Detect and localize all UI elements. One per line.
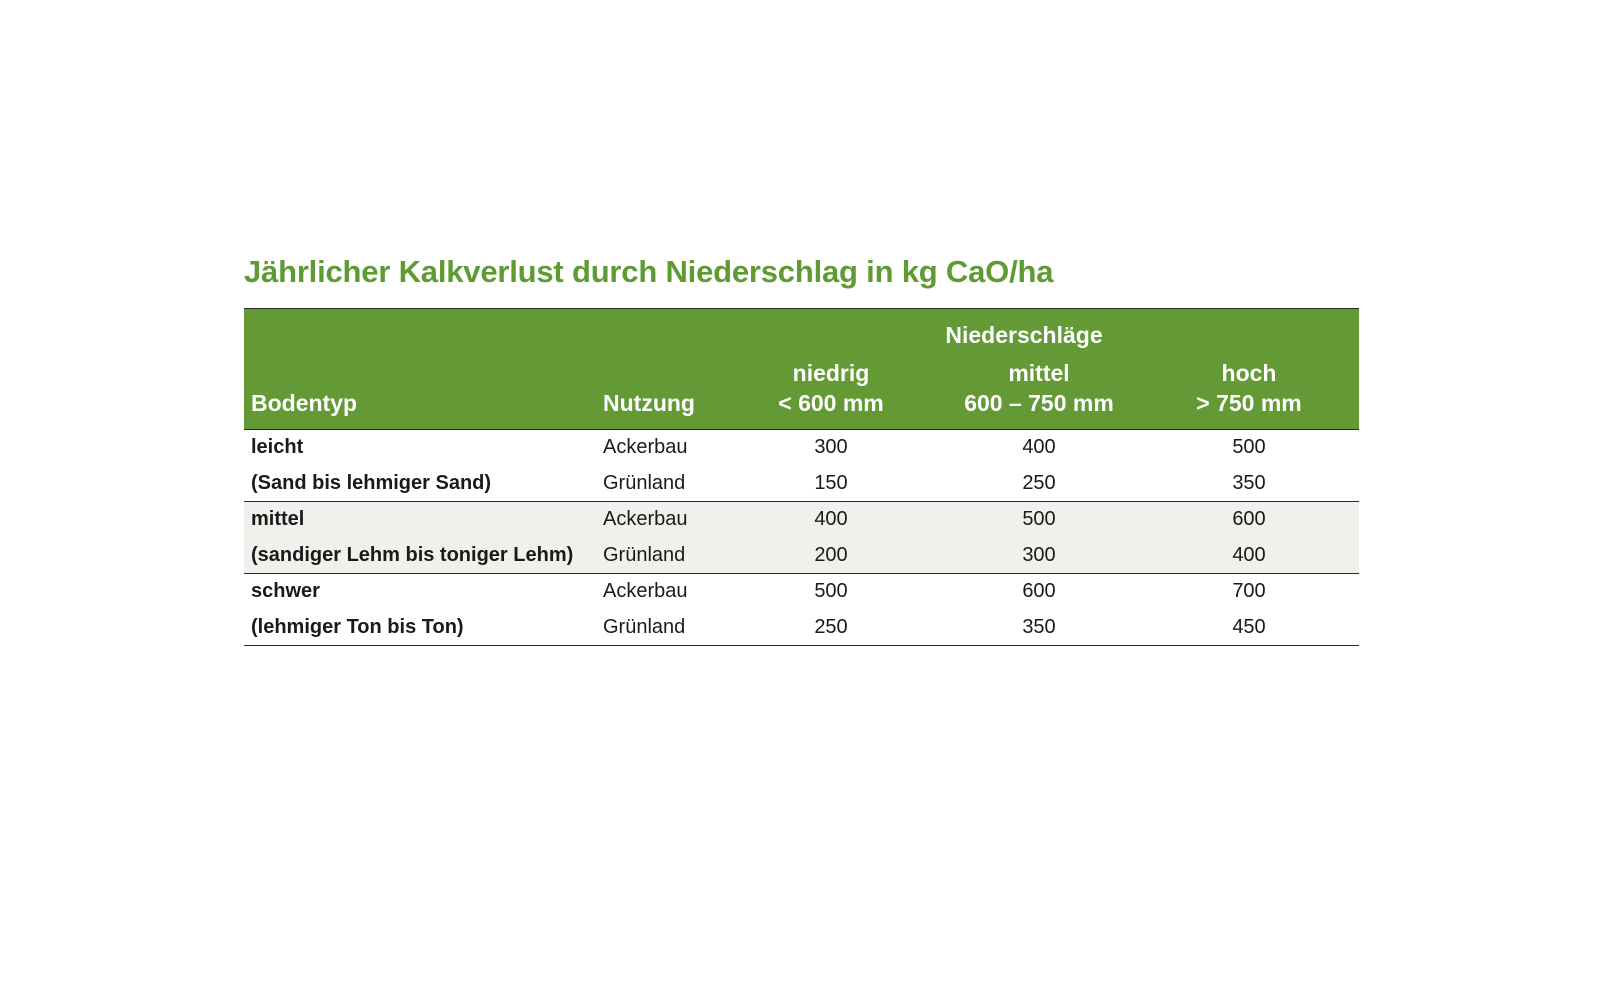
cell-hoch: 600 [1232,508,1266,530]
cell-mittel: 500 [1022,508,1056,530]
cell-hoch: 400 [1232,543,1266,566]
cell-bodentyp: schwer [251,580,320,602]
page-title: Jährlicher Kalkverlust durch Niederschlag in kg CaO/ha [244,254,1054,289]
cell-nutzung: Grünland [603,543,686,566]
header-bodentyp: Bodentyp [251,390,358,416]
cell-mittel: 250 [1022,471,1056,494]
cell-mittel: 400 [1022,436,1056,458]
header-col-hoch [1144,358,1354,418]
row-group-mittel [244,502,1359,574]
cell-niedrig: 500 [814,580,848,602]
header-col-range: < 600 mm [778,390,884,416]
header-col-range: > 750 mm [1196,390,1302,416]
table-row [244,502,1359,538]
lime-loss-table [244,308,1359,646]
table-row [244,466,1359,502]
cell-bodentyp: leicht [251,436,304,458]
table-header [244,309,1359,430]
cell-niedrig: 200 [814,543,848,566]
table-row [244,574,1359,610]
cell-niedrig: 300 [814,436,848,458]
cell-mittel: 300 [1022,543,1056,566]
row-group-schwer [244,574,1359,646]
header-col-mittel [919,358,1159,418]
cell-nutzung: Ackerbau [603,508,688,530]
table-row [244,538,1359,574]
cell-bodentyp: (lehmiger Ton bis Ton) [251,615,464,638]
table-row [244,430,1359,466]
cell-mittel: 350 [1022,615,1056,638]
header-col-range: 600 – 750 mm [964,390,1114,416]
header-col-label: hoch [1221,360,1277,386]
cell-niedrig: 400 [814,508,848,530]
cell-hoch: 500 [1232,436,1266,458]
cell-mittel: 600 [1022,580,1056,602]
row-group-leicht [244,430,1359,502]
cell-nutzung: Ackerbau [603,436,688,458]
header-col-label: niedrig [792,360,870,386]
cell-niedrig: 150 [814,471,848,494]
header-niederschlaege: Niederschläge [945,322,1103,348]
cell-nutzung: Ackerbau [603,580,688,602]
cell-bodentyp: (Sand bis lehmiger Sand) [251,471,492,494]
cell-hoch: 700 [1232,580,1266,602]
cell-nutzung: Grünland [603,615,686,638]
cell-bodentyp: (sandiger Lehm bis toniger Lehm) [251,543,574,566]
cell-hoch: 350 [1232,471,1266,494]
cell-bodentyp: mittel [251,508,305,530]
header-nutzung: Nutzung [603,390,695,416]
cell-niedrig: 250 [814,615,848,638]
header-col-label: mittel [1008,360,1070,386]
header-col-niedrig [726,358,936,418]
cell-hoch: 450 [1232,615,1266,638]
cell-nutzung: Grünland [603,471,686,494]
table-row [244,610,1359,646]
